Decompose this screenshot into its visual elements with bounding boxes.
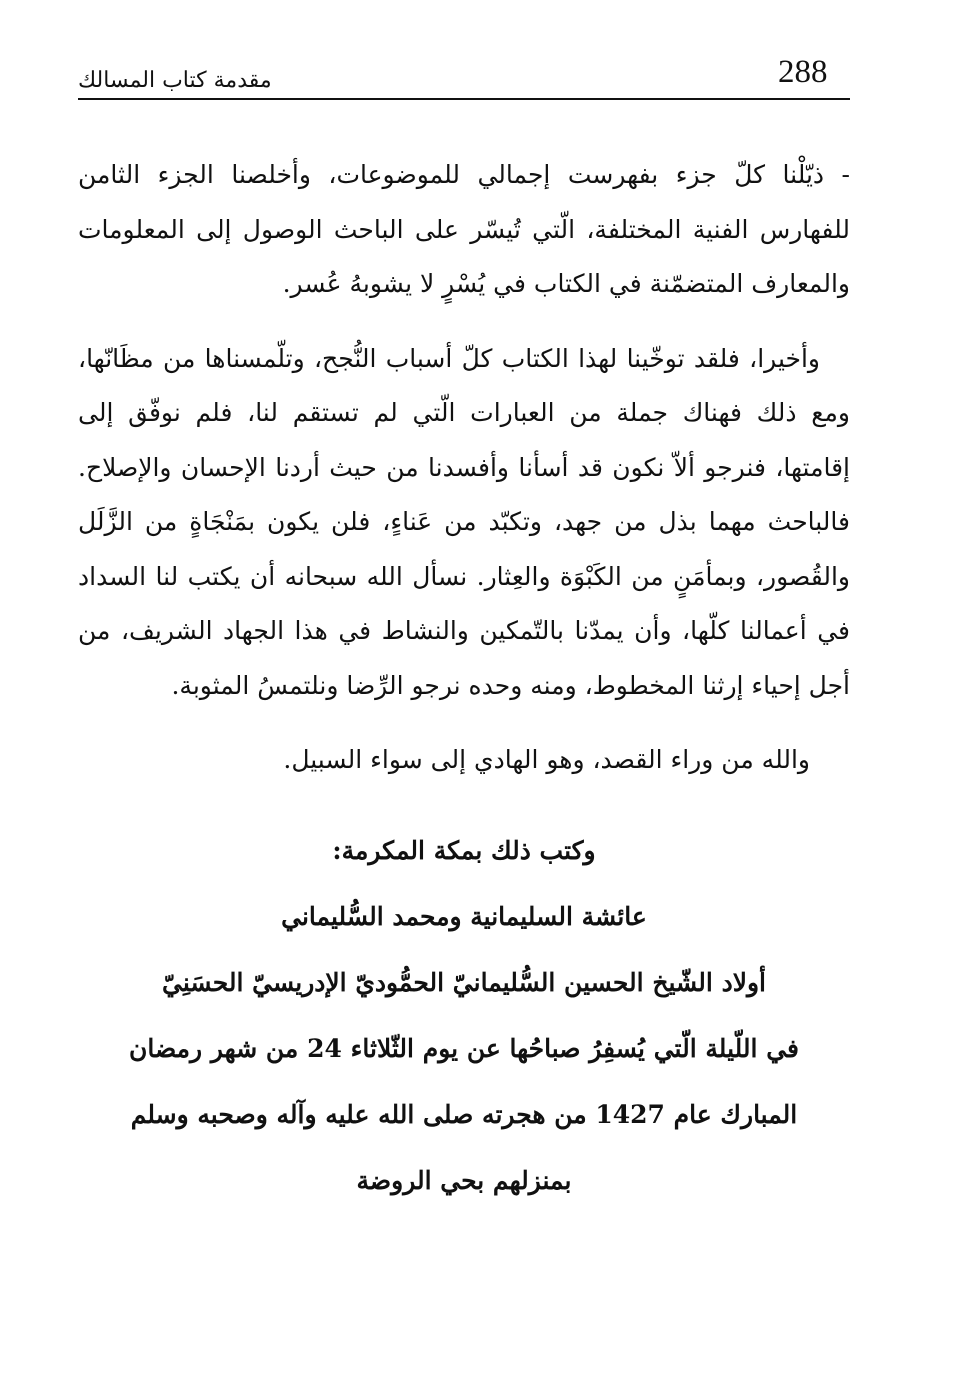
page-header bbox=[78, 50, 850, 100]
header-divider bbox=[78, 98, 850, 100]
signature-place: وكتب ذلك بمكة المكرمة: bbox=[332, 836, 596, 865]
signature-authors: عائشة السليمانية ومحمد السُّليماني bbox=[281, 902, 647, 931]
running-title: مقدمة كتاب المسالك bbox=[78, 68, 272, 93]
signature-lineage: أولاد الشّيخ الحسين السُّليمانيّ الحمُّوديّ الإدريسيّ الحسَنِيّ bbox=[162, 968, 766, 997]
signature-block bbox=[78, 818, 850, 1214]
paragraph-acknowledgement: وأخيرا، فلقد توخّينا لهذا الكتاب كلّ أسباب النُّجح، وتلّمسناها من مظَانّها، ومع ذلك فهناك جملة من العبارات الّتي لم تستقم لنا، فلم نوفّق إلى إقامتها، فنرجو ألاّ نكون قد أسأنا وأفسدنا من حيث أردنا الإحسان والإصلاح. فالباحث مهما بذل من جهد، وتكبّد من عَناءٍ، فلن يكون بمَنْجَاةٍ من الزَّلَل والقُصور، وبمأمَنٍ من الكَبْوَة والعِثار. نسأل الله سبحانه أن يكتب لنا السداد في أعمالنا كلّها، وأن يمدّنا بالتّمكين والنشاط في هذا الجهاد الشريف، من أجل إحياء إرثنا المخطوط، ومنه وحده نرجو الرِّضا ونلتمسُ المثوبة. bbox=[78, 343, 850, 700]
signature-date: في اللّيلة الّتي يُسفِرُ صباحُها عن يوم الثّلاثاء 24 من شهر رمضان المبارك عام 1427 من هجرته صلى الله عليه وآله وصحبه وسلم bbox=[129, 1034, 799, 1129]
signature-location: بمنزلهم بحي الروضة bbox=[356, 1166, 572, 1195]
body-text bbox=[78, 148, 850, 808]
closing-line: والله من وراء القصد، وهو الهادي إلى سواء السبيل. bbox=[283, 745, 810, 774]
paragraph-indexes: - ذيّلْنا كلّ جزء بفهرست إجمالي للموضوعات، وأخلصنا الجزء الثامن للفهارس الفنية المختلفة، الّتي تُيسّر على الباحث الوصول إلى المعلومات والمعارف المتضمّنة في الكتاب في يُسْرٍ لا يشوبهُ عُسر. bbox=[78, 160, 850, 298]
page-number: 288 bbox=[778, 54, 828, 90]
